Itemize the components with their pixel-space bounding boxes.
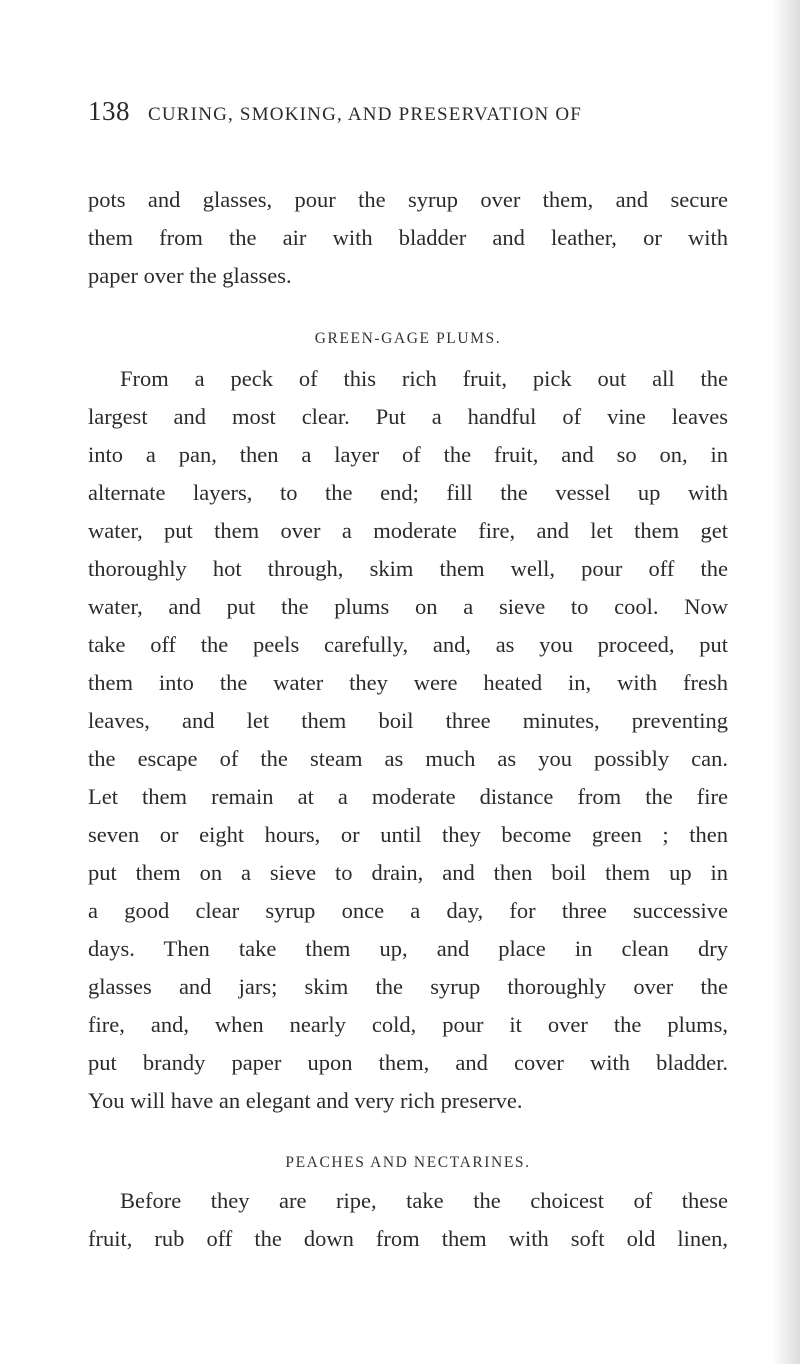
intro-paragraph — [88, 181, 728, 295]
page-header — [88, 96, 728, 136]
text-line: the escape of the steam as much as you possibly can. — [88, 746, 728, 771]
text-line: into a pan, then a layer of the fruit, and so on, in — [88, 442, 728, 467]
text-line: largest and most clear. Put a handful of vine leaves — [88, 404, 728, 429]
text-line: paper over the glasses. — [88, 263, 292, 288]
text-line: them into the water they were heated in, with fresh — [88, 670, 728, 695]
section-heading-green-gage-plums: GREEN-GAGE PLUMS. — [314, 330, 502, 347]
text-line: fire, and, when nearly cold, pour it over the plums, — [88, 1012, 728, 1037]
text-line: seven or eight hours, or until they become green ; then — [88, 822, 728, 847]
text-line: days. Then take them up, and place in clean dry — [88, 936, 728, 961]
text-line: put them on a sieve to drain, and then boil them up in — [88, 860, 728, 885]
text-line: alternate layers, to the end; fill the vessel up with — [88, 480, 728, 505]
text-line: glasses and jars; skim the syrup thoroughly over the — [88, 974, 728, 999]
text-line: water, put them over a moderate fire, and let them get — [88, 518, 728, 543]
text-line: pots and glasses, pour the syrup over them, and secure — [88, 187, 728, 212]
page-number: 138 — [88, 96, 130, 126]
text-line: put brandy paper upon them, and cover with bladder. — [88, 1050, 728, 1075]
text-line: leaves, and let them boil three minutes, preventing — [88, 708, 728, 733]
page-edge-shadow — [772, 0, 800, 1364]
green-gage-plums-paragraph — [88, 360, 728, 1120]
text-line: thoroughly hot through, skim them well, pour off the — [88, 556, 728, 581]
peaches-and-nectarines-paragraph — [88, 1182, 728, 1258]
text-line: Let them remain at a moderate distance from the fire — [88, 784, 728, 809]
text-line: take off the peels carefully, and, as you proceed, put — [88, 632, 728, 657]
text-line: water, and put the plums on a sieve to cool. Now — [88, 594, 728, 619]
text-line: fruit, rub off the down from them with soft old linen, — [88, 1226, 728, 1251]
text-line: a good clear syrup once a day, for three successive — [88, 898, 728, 923]
text-line: You will have an elegant and very rich preserve. — [88, 1088, 523, 1113]
running-head: CURING, SMOKING, AND PRESERVATION OF — [148, 104, 583, 125]
section-heading-peaches-and-nectarines: PEACHES AND NECTARINES. — [285, 1154, 531, 1171]
text-line: them from the air with bladder and leather, or with — [88, 225, 728, 250]
text-line: Before they are ripe, take the choicest of these — [120, 1188, 728, 1213]
text-line: From a peck of this rich fruit, pick out all the — [120, 366, 728, 391]
